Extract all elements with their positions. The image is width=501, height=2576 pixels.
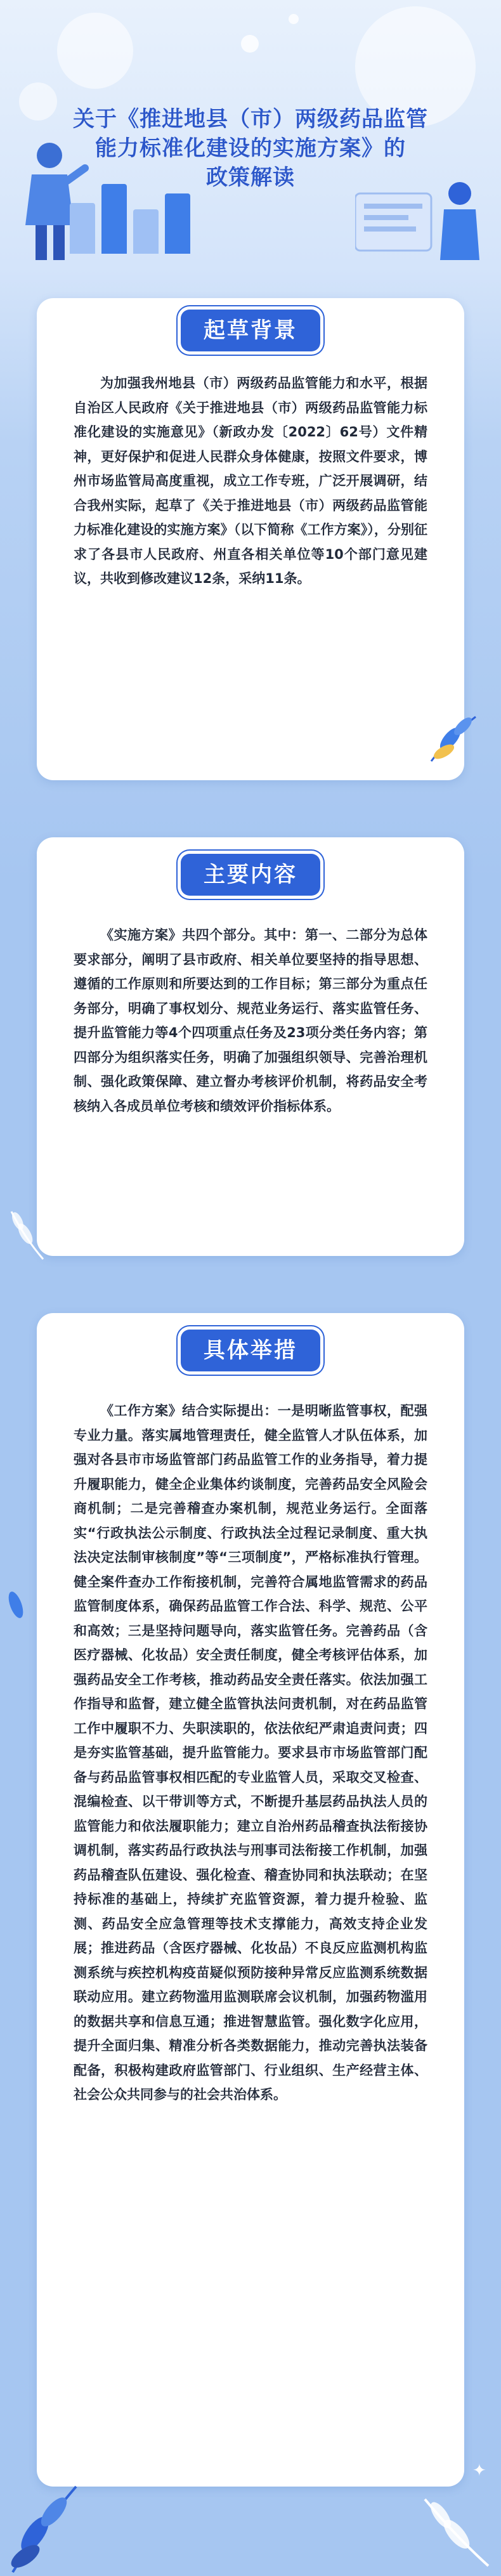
section-title: 主要内容: [181, 854, 320, 896]
leaf-icon: [0, 1579, 38, 1630]
section-card-measures: [37, 1313, 464, 2487]
decor-bar: [165, 193, 190, 254]
leaf-icon: [425, 710, 482, 768]
section-body: 为加强我州地县（市）两级药品监管能力和水平，根据自治区人民政府《关于推进地县（市）两级药品监管能力标准化建设的实施意见》（新政办发〔2022〕62号）文件精神，更好保护和促进人民群众身体健康，按照文件要求，博州市场监管局高度重视，成立工作专班，广泛开展调研，结合我州实际，起草了《关于推进地县（市）两级药品监管能力标准化建设的实施方案》（以下简称《工作方案》），分别征求了各县市人民政府、州直各相关单位等10个部门意见建议，共收到修改建议12条，采纳11条。: [74, 376, 427, 586]
decor-circle: [57, 13, 133, 89]
decor-circle: [241, 35, 259, 53]
sparkle-icon: ✦: [472, 2461, 486, 2480]
section-card-content: [37, 837, 464, 1256]
leaf-icon: [0, 2474, 82, 2575]
leaf-icon: [5, 1205, 49, 1262]
title-line-3: 政策解读: [206, 165, 295, 190]
decor-bar: [133, 209, 159, 254]
decor-circle: [289, 14, 299, 24]
section-title: 起草背景: [181, 310, 320, 351]
leaf-icon: [412, 2493, 495, 2569]
title-line-2: 能力标准化建设的实施方案》的: [95, 136, 406, 161]
title-line-1: 关于《推进地县（市）两级药品监管: [73, 107, 428, 132]
section-title: 具体举措: [181, 1330, 320, 1371]
section-body: 《工作方案》结合实际提出：一是明晰监管事权，配强专业力量。落实属地管理责任，健全监管人才队伍体系，加强对各县市市场监管部门药品监管工作的业务指导，着力提升履职能力，健全企业集体约谈制度，完善药品安全风险会商机制；二是完善稽查办案机制，规范业务运行。全面落实“行政执法公示制度、行政执法全过程记录制度、重大执法决定法制审核制度”等“三项制度”，严格标准执行管理。健全案件查办工作衔接机制，完善符合属地监管需求的药品监管制度体系，确保药品监管工作合法、科学、规范、公平和高效；三是坚持问题导向，落实监管任务。完善药品（含医疗器械、化妆品）安全责任制度，健全考核评估体系，加强药品安全工作考核，推动药品安全责任落实。依法加强工作指导和监督，建立健全监管执法问责机制，对在药品监管工作中履职不力、失职渎职的，依法依纪严肃追责问责；四是夯实监管基础，提升监管能力。要求县市市场监管部门配备与药品监管事权相匹配的专业监管人员，采取交叉检查、混编检查、以干带训等方式，不断提升基层药品执法人员的监管能力和依法履职能力；建立自治州药品稽查执法衔接协调机制，落实药品行政执法与刑事司法衔接工作机制，加强药品稽查队伍建设、强化检查、稽查协同和执法联动；在坚持标准的基础上，持续扩充监管资源，着力提升检验、监测、药品安全应急管理等技术支撑能力，高效支持企业发展；推进药品（含医疗器械、化妆品）不良反应监测机构监测系统与疾控机构疫苗疑似预防接种异常反应监测系统数据联动应用。建立药物滥用监测联席会议机制，加强药物滥用的数据共享和信息互通；推进智慧监管。强化数字化应用，提升全面归集、精准分析各类数据能力，推动完善执法装备配备，积极构建政府监管部门、行业组织、生产经营主体、社会公众共同参与的社会共治体系。: [74, 1403, 427, 2102]
page-title: [44, 105, 457, 192]
decor-bar: [70, 203, 95, 254]
section-body: 《实施方案》共四个部分。其中：第一、二部分为总体要求部分，阐明了县市政府、相关单位要坚持的指导思想、遵循的工作原则和所要达到的工作目标；第三部分为重点任务部分，明确了事权划分、规范业务运行、落实监管任务、提升监管能力等4个四项重点任务及23项分类任务内容；第四部分为组织落实任务，明确了加强组织领导、完善治理机制、强化政策保障、建立督办考核评价机制，将药品安全考核纳入各成员单位考核和绩效评价指标体系。: [74, 927, 427, 1114]
section-card-background: [37, 298, 464, 780]
header-banner: [0, 0, 501, 266]
decor-bar: [101, 184, 127, 254]
